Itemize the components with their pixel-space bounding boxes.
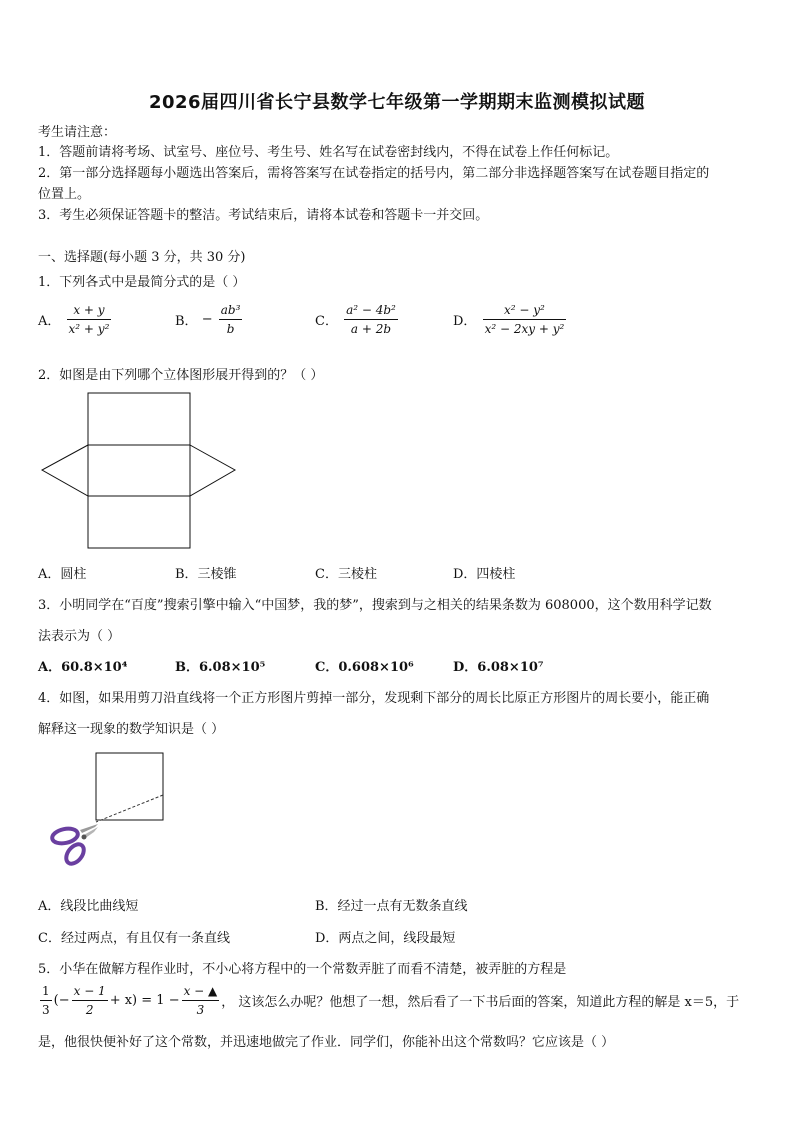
notice-item-2-cont: 位置上。	[38, 187, 91, 202]
section-heading: 一、选择题(每小题 3 分，共 30 分)	[38, 250, 246, 265]
fraction-denominator: 3	[40, 1000, 52, 1017]
equation-coefficient	[40, 984, 52, 1017]
notice-heading: 考生请注意：	[38, 125, 117, 140]
fraction-denominator: x² + y²	[67, 319, 112, 336]
q2-option-a[interactable]: A．圆柱	[38, 567, 87, 582]
q3-option-a[interactable]: A．60.8×10⁴	[38, 660, 128, 675]
net-middle-rectangle	[88, 445, 190, 496]
q1-option-d[interactable]	[453, 303, 568, 336]
fraction-numerator: x + y	[73, 303, 105, 317]
q4-stem-line2: 解释这一现象的数学知识是（ ）	[38, 722, 225, 737]
fraction-numerator: 1	[42, 984, 50, 998]
fraction-numerator: x − ▲	[183, 984, 218, 998]
net-bottom-rectangle	[88, 496, 190, 548]
q4-option-c[interactable]: C．经过两点，有且仅有一条直线	[38, 931, 230, 946]
equation-middle: + x) = 1 −	[109, 993, 180, 1008]
q5-stem-line1: 5．小华在做解方程作业时，不小心将方程中的一个常数弄脏了而看不清楚，被弄脏的方程是	[38, 962, 567, 977]
scissors-icon	[51, 824, 98, 867]
fraction-numerator: x² − y²	[504, 303, 545, 317]
q3-stem-line1: 3．小明同学在“百度”搜索引擎中输入“中国梦，我的梦”，搜索到与之相关的结果条数为 608000，这个数用科学记数	[38, 598, 712, 613]
fraction-numerator: a² − 4b²	[346, 303, 396, 317]
q4-option-a[interactable]: A．线段比曲线短	[38, 899, 139, 914]
net-top-rectangle	[88, 393, 190, 445]
equation-fraction-2	[182, 984, 220, 1017]
net-left-triangle	[42, 445, 88, 496]
q1-option-b-sign: −	[201, 312, 213, 327]
net-right-triangle	[190, 445, 235, 496]
fraction-denominator: 3	[182, 1000, 220, 1017]
q2-stem: 2．如图是由下列哪个立体图形展开得到的？（ ）	[38, 368, 324, 383]
q2-option-c[interactable]: C．三棱柱	[315, 567, 377, 582]
notice-item-3: 3．考生必须保证答题卡的整洁。考试结束后，请将本试卷和答题卡一并交回。	[38, 208, 489, 223]
square-picture	[96, 753, 163, 820]
notice-item-1: 1．答题前请将考场、试室号、座位号、考生号、姓名写在试卷密封线内，不得在试卷上作任何标记。	[38, 145, 619, 160]
scissors-square-figure	[48, 748, 173, 868]
q1-option-c-label: C．	[315, 314, 338, 329]
q1-option-d-label: D．	[453, 314, 477, 329]
notice-item-2: 2．第一部分选择题每小题选出答案后，需将答案写在试卷指定的括号内，第二部分非选择题答案写在试卷题目指定的	[38, 166, 710, 181]
q3-option-c[interactable]: C．0.608×10⁶	[315, 660, 414, 675]
q1-option-c-fraction	[344, 303, 398, 336]
q4-option-b[interactable]: B．经过一点有无数条直线	[315, 899, 468, 914]
q2-option-b[interactable]: B．三棱锥	[175, 567, 237, 582]
fraction-denominator: 2	[72, 1000, 108, 1017]
q4-option-d[interactable]: D．两点之间，线段最短	[315, 931, 456, 946]
equation-open: (−	[53, 993, 70, 1008]
q1-stem: 1．下列各式中是最简分式的是（ ）	[38, 275, 246, 290]
q3-option-d[interactable]: D．6.08×10⁷	[453, 660, 544, 675]
q1-option-a-label: A．	[38, 314, 61, 329]
q2-option-d[interactable]: D．四棱柱	[453, 567, 516, 582]
q1-option-a-fraction	[67, 303, 112, 336]
fraction-numerator: x − 1	[73, 984, 106, 998]
q1-option-c[interactable]	[315, 303, 400, 336]
prism-net-figure	[38, 390, 240, 552]
q1-option-a[interactable]	[38, 303, 113, 336]
q3-stem-line2: 法表示为（ ）	[38, 629, 121, 644]
q5-stem-line2: ， 这该怎么办呢？他想了一想，然后看了一下书后面的答案，知道此方程的解是 x＝5，于	[221, 995, 740, 1010]
q5-equation-line	[38, 984, 739, 1017]
cut-line	[96, 795, 163, 822]
q1-option-b-fraction	[219, 303, 243, 336]
q4-stem-line1: 4．如图，如果用剪刀沿直线将一个正方形图片剪掉一部分，发现剩下部分的周长比原正方形图片的周长要小，能正确	[38, 691, 710, 706]
fraction-denominator: b	[219, 319, 243, 336]
fraction-denominator: a + 2b	[344, 319, 398, 336]
q1-option-b[interactable]	[175, 303, 244, 336]
q1-option-d-fraction	[483, 303, 567, 336]
q5-stem-line3: 是，他很快便补好了这个常数，并迅速地做完了作业．同学们，你能补出这个常数吗？它应该是（ ）	[38, 1035, 615, 1050]
q1-option-b-label: B．	[175, 314, 198, 329]
equation-fraction-1	[72, 984, 108, 1017]
fraction-denominator: x² − 2xy + y²	[483, 319, 567, 336]
page-title: 2026届四川省长宁县数学七年级第一学期期末监测模拟试题	[148, 92, 646, 113]
q3-option-b[interactable]: B．6.08×10⁵	[175, 660, 266, 675]
fraction-numerator: ab³	[220, 303, 241, 317]
